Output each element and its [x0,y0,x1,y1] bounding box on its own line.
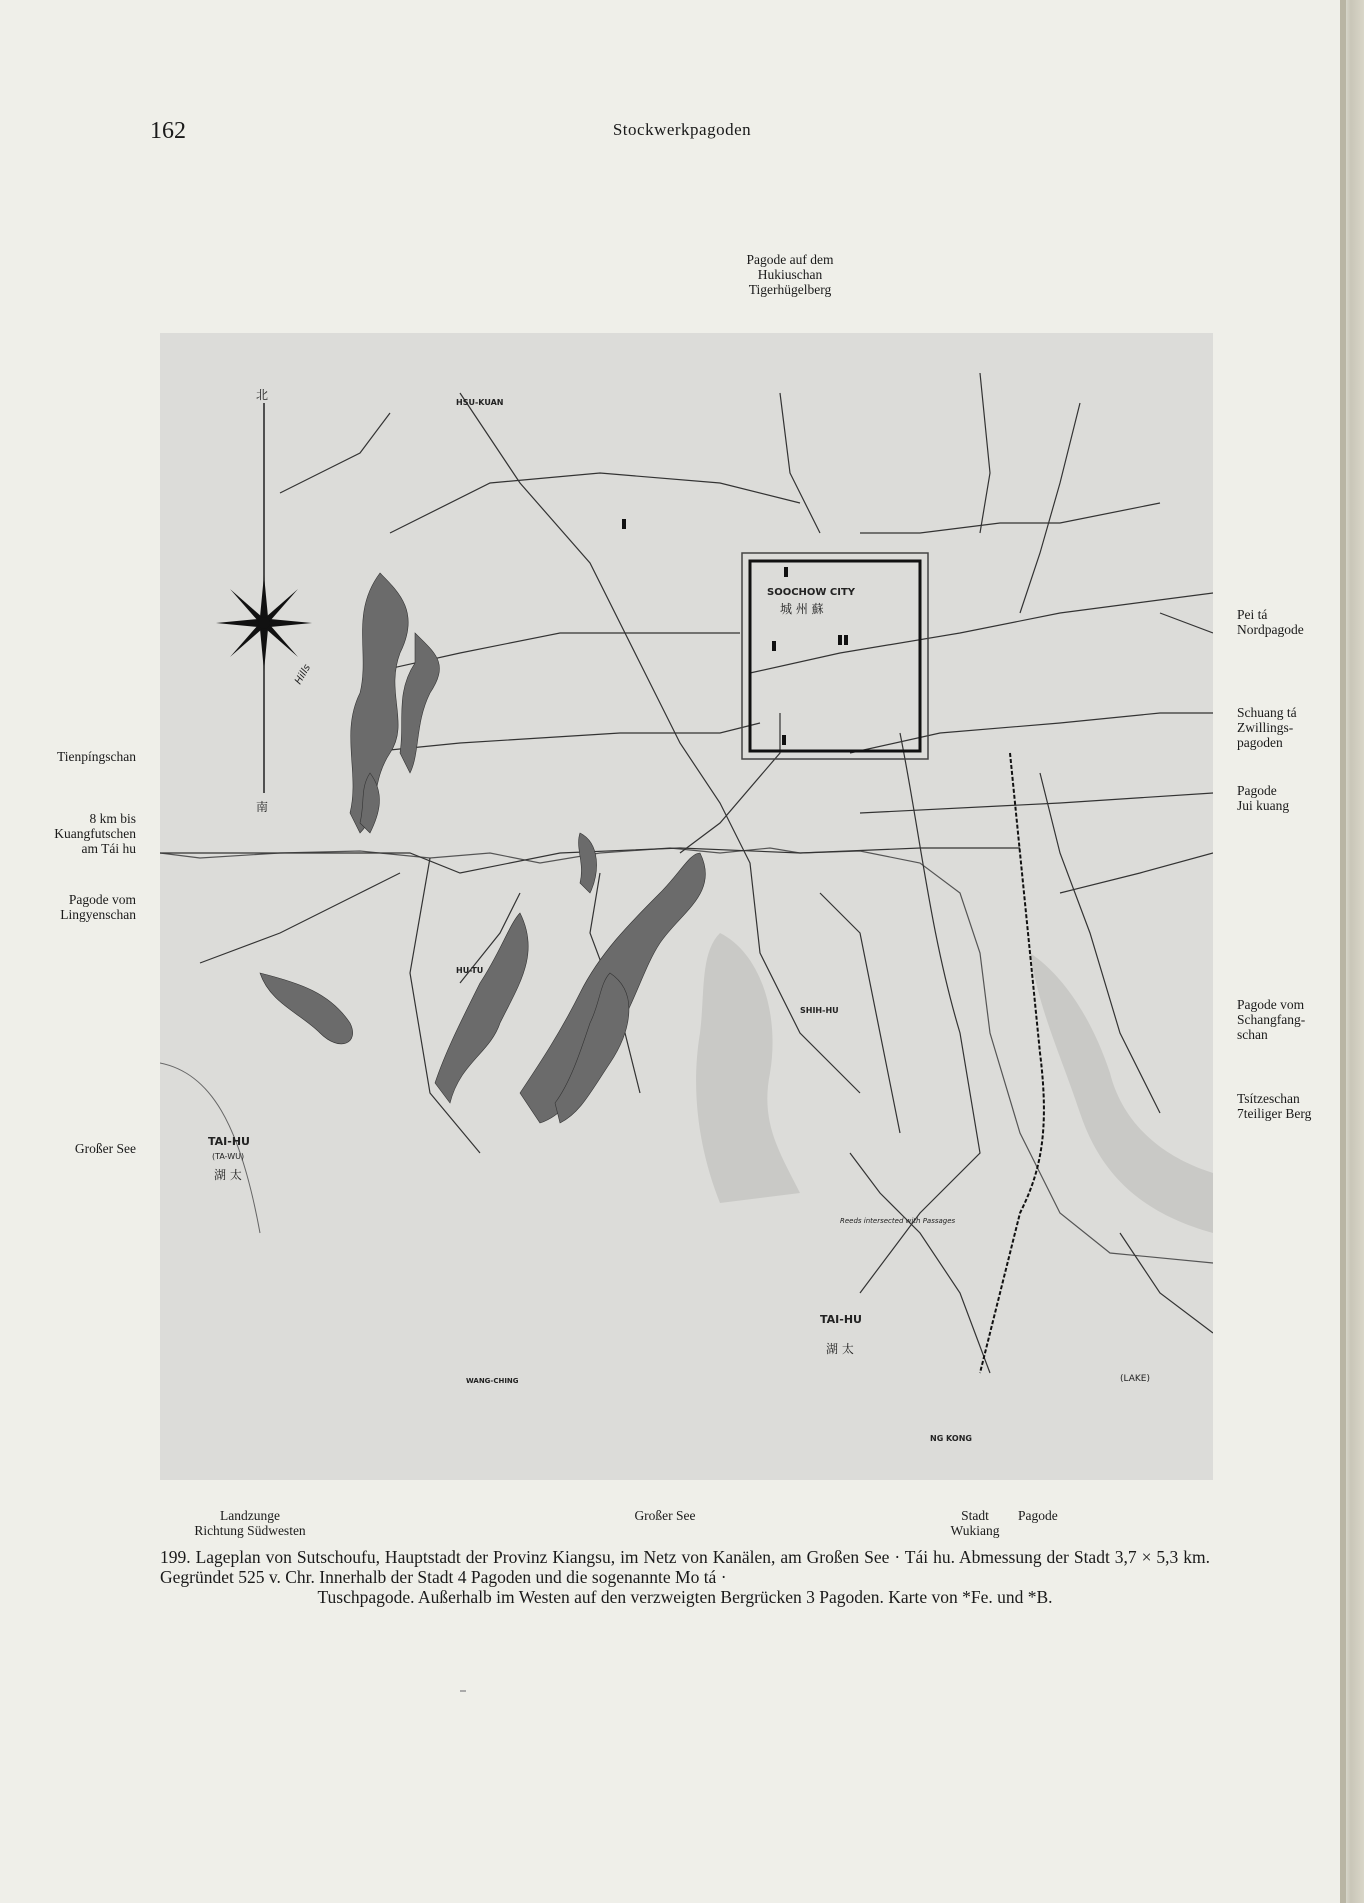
reeds [696,933,1213,1233]
label-pagode-bottom: Pagode [1018,1508,1058,1523]
running-head [0,118,1364,148]
figure-caption [160,1547,1210,1607]
label-grosser-see-left: Großer See [74,1141,136,1156]
caption-text: 199. Lageplan von Sutschoufu, Hauptstadt der Provinz Kiangsu, im Netz von Kanälen, am Großen See · Tái hu. Abmessung der Stadt 3,7 × 5,3 km. Gegründet 525 v. Chr. Innerhalb der Stadt 4 Pagoden und die sogenannte Mo tá · [160,1547,1210,1587]
page-edge-line [1340,0,1346,1903]
taihu-center-chinese: 湖 太 [826,1342,854,1356]
city-chinese: 城 州 蘇 [780,602,824,616]
hills-label: Hills [293,662,314,687]
label-kuangfutschen: 8 km bis Kuangfutschen am Tái hu [54,811,136,856]
north-label: 北 [256,388,269,402]
south-label: 南 [256,800,269,814]
stray-mark [460,1690,466,1692]
railway [980,753,1044,1373]
label-stadt-wukiang: Stadt Wukiang [950,1508,1000,1538]
ng-kong-label: NG KONG [930,1434,972,1443]
running-title: Stockwerkpagoden [612,120,752,139]
shih-hu-label: SHIH-HU [800,1006,839,1015]
label-schuang-ta: Schuang tá Zwillings- pagoden [1237,705,1297,750]
taihu-left-chinese: 湖 太 [214,1168,242,1182]
label-grosser-see-bottom: Großer See [634,1508,696,1523]
hsu-kuan-label: HSU-KUAN [456,398,504,407]
taihu-lake-shore-south [160,1063,260,1233]
city-label: SOOCHOW CITY [767,587,856,598]
map [160,333,1213,1480]
label-landzunge: Landzunge Richtung Südwesten [194,1508,306,1538]
label-tienpingschan: Tienpíngschan [56,749,136,764]
label-lingyenschan: Pagode vom Lingyenschan [60,892,136,922]
taihu-center-label: TAI-HU [820,1313,862,1326]
compass-rose [216,575,312,671]
label-tsitzeschan: Tsítzeschan 7teiliger Berg [1237,1091,1312,1121]
label-jui-kuang: Pagode Jui kuang [1237,783,1290,813]
label-pei-ta: Pei tá Nordpagode [1237,607,1304,637]
wang-ching-label: WANG-CHING [466,1377,519,1385]
page-number: 162 [150,118,186,144]
caption-last-line: Tuschpagode. Außerhalb im Westen auf den verzweigten Bergrücken 3 Pagoden. Karte von *Fe. und *B. [317,1587,1053,1607]
label-schangfang: Pagode vom Schangfang- schan [1237,997,1306,1042]
taihu-left-label: TAI-HU [208,1135,250,1148]
reeds-note: Reeds intersected with Passages [840,1217,956,1225]
hu-tu-label: HU-TU [456,966,484,975]
lake-label: (LAKE) [1120,1374,1150,1384]
map-drawing [160,333,1213,1480]
taihu-left-sub: (TA-WU) [212,1152,245,1161]
label-hukiuschan: Pagode auf dem Hukiuschan Tigerhügelberg [746,252,834,297]
mountains [260,573,705,1123]
city-moat [742,553,928,759]
